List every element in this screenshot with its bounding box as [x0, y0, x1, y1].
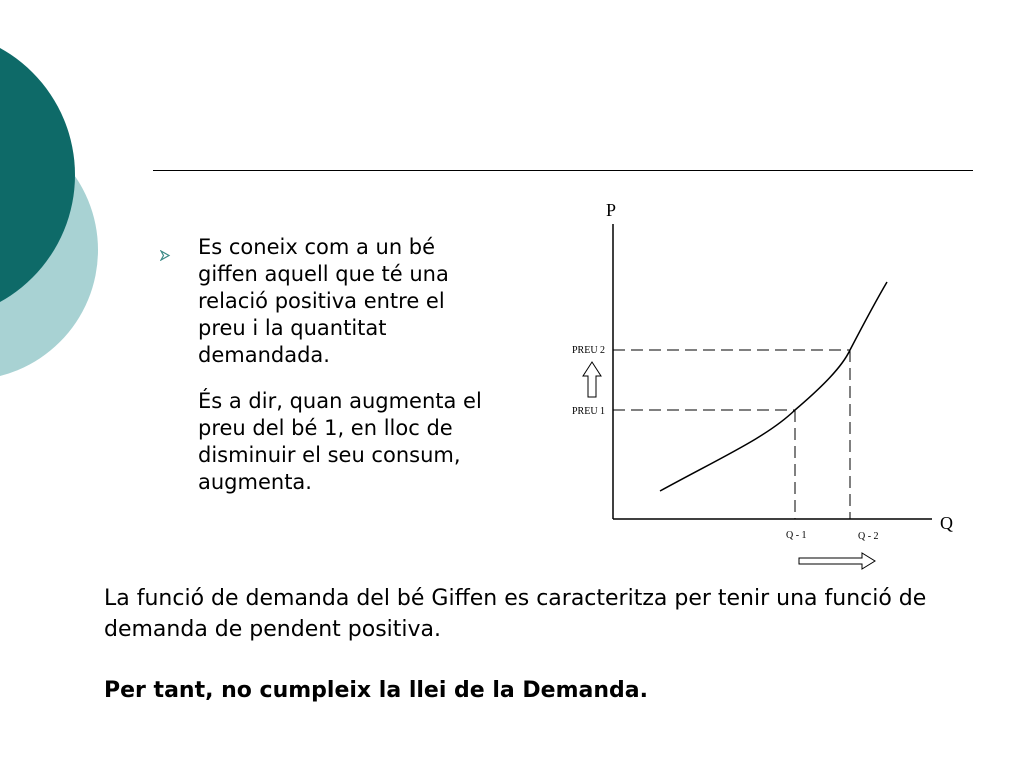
right-arrow-icon	[799, 553, 875, 569]
decorative-circles	[0, 0, 120, 420]
bullet-list	[160, 234, 490, 496]
quantity-2-label: Q - 2	[858, 531, 879, 542]
price-2-label: PREU 2	[572, 345, 606, 356]
up-arrow-icon	[583, 362, 601, 397]
chevron-right-icon	[160, 234, 198, 369]
bullet-continuation: És a dir, quan augmenta el preu del bé 1, en lloc de disminuir el seu consum, augmenta.	[198, 389, 482, 494]
demand-curve	[660, 282, 887, 491]
x-axis-label: Q	[940, 513, 953, 533]
conclusion-text: Per tant, no cumpleix la llei de la Demanda.	[104, 678, 648, 703]
title-divider	[153, 170, 973, 171]
bullet-item	[160, 234, 490, 369]
bullet-text: Es coneix com a un bé giffen aquell que té una relació positiva entre el preu i la quantitat demandada.	[198, 235, 449, 367]
price-1-label: PREU 1	[572, 406, 606, 417]
summary-paragraph: La funció de demanda del bé Giffen es caracteritza per tenir una funció de demanda de pendent positiva.	[104, 586, 927, 642]
summary-text-block	[104, 583, 984, 706]
giffen-demand-diagram	[562, 192, 982, 578]
quantity-1-label: Q - 1	[786, 530, 807, 541]
y-axis-label: P	[606, 200, 617, 220]
